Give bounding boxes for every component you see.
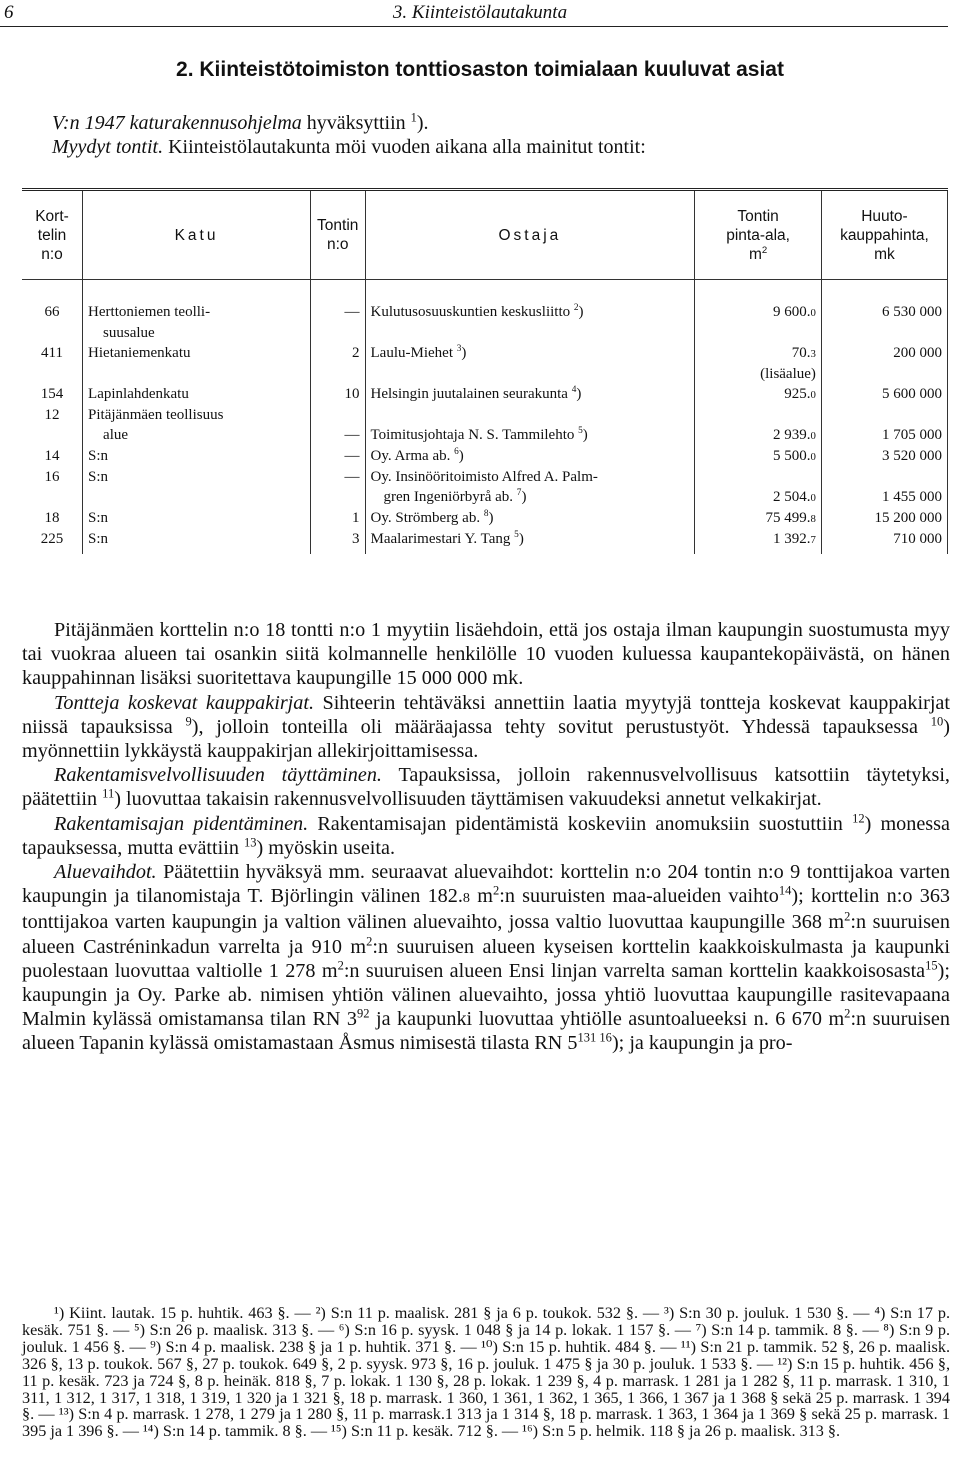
decimal-digit: 8 — [462, 890, 470, 907]
cell-pinta-ala: 2 504.0 — [695, 487, 822, 508]
paragraph-p5 — [22, 860, 950, 1056]
table-row — [22, 487, 948, 508]
table-row — [22, 343, 948, 364]
text-run: :n suuruisen alueen Ensi linjan varrelta saman korttelin kaakkoisosasta — [343, 959, 926, 982]
cell-kortteli: 66 — [44, 304, 60, 320]
cell-pinta-ala: 5 500.0 — [695, 446, 822, 467]
cell-ostaja: Kulutusosuuskuntien keskusliitto $^2$) — [365, 280, 695, 324]
cell-tontin-nro: — — [310, 280, 365, 324]
cell-katu: Lapinlahdenkatu — [83, 384, 311, 405]
intro-italic: V:n 1947 katurakennusohjelma — [52, 112, 302, 134]
cell-katu: suusalue — [83, 323, 311, 343]
footnotes — [22, 1305, 950, 1440]
cell-hinta: 200 000 — [821, 343, 947, 364]
footnote-ref: 2 — [844, 1006, 851, 1021]
cell-hinta: 1 455 000 — [821, 487, 947, 508]
text-run: ) monessa tapauksessa, mutta evättiin — [22, 812, 950, 859]
header-rule — [0, 26, 948, 27]
paragraph-p3 — [22, 763, 950, 811]
col-header-katu: Katu — [83, 190, 311, 280]
cell-hinta — [821, 405, 947, 425]
cell-pinta-ala: 1 392.7 — [695, 529, 822, 554]
table-row — [22, 529, 948, 554]
col-header-kortteli: Kort- telin n:o — [22, 190, 83, 280]
cell-katu: Hietaniemenkatu — [83, 343, 311, 364]
text-run: ); ja kaupungin ja pro- — [611, 1032, 793, 1055]
cell-ostaja — [365, 323, 695, 343]
cell-kortteli — [22, 487, 83, 508]
table-row — [22, 467, 948, 487]
cell-hinta: 5 600 000 — [821, 384, 947, 405]
footnote-ref: 5 — [514, 530, 519, 540]
cell-hinta: 6 530 000 — [821, 280, 947, 324]
text-run: ja kaupunki luovuttaa yhtiölle asuntoalueeksi n. 6 670 m — [369, 1008, 845, 1031]
text-run: m — [469, 885, 493, 908]
footnote-ref: 1 — [410, 110, 417, 125]
cell-tontin-nro — [310, 323, 365, 343]
footnote-ref: 12 — [852, 810, 865, 825]
footnote-ref: 2 — [844, 909, 851, 924]
cell-pinta-ala: 75 499.8 — [695, 508, 822, 529]
cell-hinta — [821, 364, 947, 384]
cell-ostaja: Maalarimestari Y. Tang $^5$) — [365, 529, 695, 554]
cell-ostaja: gren Ingeniörbyrå ab. $^7$) — [365, 487, 695, 508]
text-run: ) myönnettiin lykkäystä kauppakirjan allekirjoittamisessa. — [22, 715, 950, 763]
cell-kortteli: 154 — [40, 386, 64, 402]
cell-pinta-ala — [695, 467, 822, 487]
cell-katu — [83, 364, 311, 384]
cell-hinta — [821, 323, 947, 343]
cell-hinta: 3 520 000 — [821, 446, 947, 467]
text-run: :n suuruisten maa-alueiden vaihto — [499, 885, 779, 908]
cell-katu: S:n — [83, 467, 311, 487]
cell-hinta: 710 000 — [821, 529, 947, 554]
table-row — [22, 280, 948, 324]
running-title: 3. Kiinteistölautakunta — [392, 2, 568, 23]
text-run: Tapauksissa, jolloin rakennusvelvollisuus katsottiin täytetyksi, päätettiin — [22, 764, 950, 811]
footnote-ref: 14 — [778, 883, 792, 898]
body-text — [22, 618, 950, 1056]
decimal-digit: 0 — [810, 389, 816, 401]
cell-ostaja: Oy. Arma ab. $^6$) — [365, 446, 695, 467]
cell-tontin-nro — [310, 364, 365, 384]
col-header-tontin-nro: Tontin n:o — [310, 190, 365, 280]
intro-italic: Myydyt tontit. — [52, 136, 164, 158]
footnote-ref: 8 — [483, 509, 489, 519]
cell-pinta-ala: (lisäalue) — [695, 364, 822, 384]
table-row — [22, 364, 948, 384]
cell-pinta-ala — [695, 323, 822, 343]
decimal-digit: 0 — [810, 430, 816, 442]
cell-kortteli — [22, 425, 83, 446]
footnote-ref: 9 — [185, 714, 192, 729]
decimal-digit: 0 — [810, 492, 816, 504]
decimal-digit: 8 — [810, 513, 816, 525]
table-row — [22, 384, 948, 405]
table-row — [22, 323, 948, 343]
footnote-ref: 92 — [357, 1006, 370, 1021]
text-run: Sihteerin tehtäväksi annettiin laatia myytyjä tontteja koskevat kauppakirjat niissä tapauksissa — [22, 691, 950, 738]
footnote-ref: 5 — [578, 426, 583, 436]
cell-ostaja — [365, 364, 695, 384]
footnote-ref: 3 — [456, 344, 462, 354]
cell-kortteli: 18 — [44, 510, 60, 526]
cell-pinta-ala: 9 600.0 — [695, 280, 822, 324]
cell-katu: S:n — [83, 508, 311, 529]
cell-pinta-ala: 925.0 — [695, 384, 822, 405]
cell-hinta: 15 200 000 — [821, 508, 947, 529]
table-row — [22, 405, 948, 425]
intro-line-1: V:n 1947 katurakennusohjelma hyväksyttiin $^1$). — [52, 110, 429, 134]
cell-ostaja: Oy. Insinööritoimisto Alfred A. Palm- — [365, 467, 695, 487]
footnote-ref: 4 — [571, 385, 577, 395]
table-row — [22, 508, 948, 529]
italic-lead: Aluevaihdot. — [54, 861, 157, 884]
footnote-ref: 2 — [366, 933, 373, 948]
table-row — [22, 425, 948, 446]
text-run: ) luovuttaa takaisin rakennusvelvollisuuden täyttämisen vakuudeksi annetut velkakirjat. — [114, 788, 822, 811]
italic-lead: Rakentamisvelvollisuuden täyttäminen. — [54, 764, 382, 787]
text-run: :n suuruisen alueen Tapanin kylässä omistamastaan Åsmus nimisestä tilasta RN 5 — [22, 1008, 950, 1055]
cell-tontin-nro — [310, 487, 365, 508]
cell-tontin-nro: — — [310, 467, 365, 487]
footnote-ref: 6 — [454, 447, 459, 457]
section-heading: 2. Kiinteistötoimiston tonttiosaston toimialaan kuuluvat asiat — [176, 58, 784, 81]
cell-tontin-nro: 10 — [310, 384, 365, 405]
decimal-digit: 7 — [810, 534, 816, 546]
footnote-ref: 7 — [516, 488, 522, 498]
footnote-ref: 2 — [573, 303, 579, 313]
cell-kortteli: 16 — [44, 469, 60, 485]
cell-kortteli — [22, 364, 83, 384]
cell-tontin-nro — [310, 405, 365, 425]
cell-ostaja: Laulu-Miehet $^3$) — [365, 343, 695, 364]
cell-hinta: 1 705 000 — [821, 425, 947, 446]
text-run: ); korttelin n:o 363 tonttijakoa varten kaupungin ja valtion välinen aluevaihto, jossa valtio luovuttaa kaupungille 368 m — [22, 885, 951, 934]
cell-kortteli: 12 — [44, 407, 60, 423]
table-header-row — [22, 190, 948, 280]
cell-tontin-nro: 1 — [310, 508, 365, 529]
text-run: Rakentamisajan pidentämistä koskeviin anomuksiin suostuttiin — [308, 812, 853, 835]
col-header-ostaja: Ostaja — [365, 190, 695, 280]
decimal-digit: 0 — [810, 451, 816, 463]
cell-kortteli: 225 — [40, 531, 64, 547]
running-header — [0, 0, 960, 26]
cell-ostaja: Helsingin juutalainen seurakunta $^4$) — [365, 384, 695, 405]
footnote-text: ¹) Kiint. lautak. 15 p. huhtik. 463 §. — ²) S:n 11 p. maalisk. 281 § ja 6 p. toukok. 532 §. — ³) S:n 30 p. jouluk. 1 530 §. — ⁴) S:n 17 p. kesäk. 751 §. — ⁵) S:n 26 p. maalisk. 313 §. — ⁶) S:n 16 p. syysk. 1 048 § ja 14 p. lokak. 1 157 §. — ⁷) S:n 14 p. tammik. 8 §. — ⁸) S:n 9 p. jouluk. 1 456 §. — ⁹) S:n 4 p. maalisk. 238 § ja 1 p. huhtik. 371 §. — ¹⁰) S:n 15 p. huhtik. 484 §. — ¹¹) S:n 21 p. tammik. 52 §, 26 p. maalisk. 326 §, 13 p. toukok. 567 §, 27 p. toukok. 649 §, 2 p. syysk. 973 §, 16 p. jouluk. 1 475 § ja 30 p. jouluk. 1 533 §. — ¹²) S:n 15 p. huhtik. 456 §, 11 p. kesäk. 723 ja 724 §, 8 p. heinäk. 818 §, 7 p. lokak. 1 130 §, 28 p. lokak. 1 239 §, 4 p. marrask. 1 281 ja 1 282 §, 11 p. marrask. 1 310, 1 311, 1 312, 1 317, 1 318, 1 319, 1 320 ja 1 321 §, 18 p. marrask. 1 360, 1 361, 1 362, 1 365, 1 366, 1 367 ja 1 368 § sekä 25 p. marrask. 1 394 §. — ¹³) S:n 4 p. marrask. 1 278, 1 279 ja 1 280 §, 11 p. marrask.1 313 ja 1 314 §, 18 p. marrask. 1 363, 1 364 ja 1 369 § sekä 25 p. marrask. 1 395 ja 1 396 §. — ¹⁴) S:n 14 p. tammik. 8 §. — ¹⁵) S:n 11 p. kesäk. 712 §. — ¹⁶) S:n 5 p. helmik. 118 § ja 26 p. maalisk. 313 §. — [22, 1304, 950, 1441]
cell-pinta-ala: 70.3 — [695, 343, 822, 364]
cell-pinta-ala: 2 939.0 — [695, 425, 822, 446]
italic-lead: Rakentamisajan pidentäminen. — [54, 812, 309, 835]
footnote-ref: 10 — [930, 714, 944, 729]
text-run: ); kaupungin ja Oy. Parke ab. nimisen yhtiön välinen aluevaihto, jossa yhtiö luovuttaa kaupungille rasitevapaana Malmin kylässä omistamansa tilan RN 3 — [22, 959, 951, 1031]
text-run: :n suuruisen alueen Castréninkadun varrelta ja 910 m — [22, 911, 950, 958]
italic-lead: Tontteja koskevat kauppakirjat. — [54, 691, 315, 714]
paragraph-p4 — [22, 812, 950, 860]
text-run: ), jolloin tonteilla oli määräajassa tehty sovitut perustustyöt. Yhdessä tapauksessa — [191, 715, 931, 738]
cell-katu — [83, 487, 311, 508]
cell-ostaja: Toimitusjohtaja N. S. Tammilehto $^5$) — [365, 425, 695, 446]
cell-kortteli: 411 — [41, 345, 63, 361]
page-number: 6 — [4, 2, 14, 23]
cell-tontin-nro: — — [310, 425, 365, 446]
paragraph-p2 — [22, 691, 950, 764]
footnote-ref: 15 — [925, 958, 938, 973]
decimal-digit: 0 — [810, 307, 816, 319]
footnote-ref: 131 16 — [577, 1030, 612, 1045]
decimal-digit: 3 — [810, 348, 816, 360]
text-run: Pitäjänmäen korttelin n:o 18 tontti n:o 1 myytiin lisäehdoin, että jos ostaja ilman kaupungin suostumusta myy tai vuokraa alueen tai osankin siitä kolmannelle henkilölle 10 vuoden kuluessa kaupantekopäivästä, on hänen kauppahinnan lisäksi suoritettava kaupungille 15 000 000 mk. — [22, 619, 950, 690]
cell-katu: S:n — [83, 529, 311, 554]
text-run: Päätettiin hyväksyä mm. seuraavat aluevaihdot: korttelin n:o 204 tontin n:o 9 tonttijakoa varten kaupungin ja tilanomistaja T. Björlingin välinen 182. — [22, 861, 950, 908]
footnote-ref: 11 — [102, 786, 115, 801]
text-run: ) myöskin useita. — [256, 836, 396, 859]
cell-hinta — [821, 467, 947, 487]
footnote-ref: 2 — [492, 883, 500, 898]
cell-katu: Pitäjänmäen teollisuus — [83, 405, 311, 425]
cell-kortteli: 14 — [44, 448, 60, 464]
footnote-ref: 2 — [337, 958, 344, 973]
cell-tontin-nro: — — [310, 446, 365, 467]
cell-pinta-ala — [695, 405, 822, 425]
text-run: :n suuruisen alueen kyseisen korttelin kaakkoiskulmasta ja kaupunki puolestaan luovuttaa valtiolle 1 278 m — [22, 935, 950, 982]
cell-ostaja: Oy. Strömberg ab. $^8$) — [365, 508, 695, 529]
cell-katu: S:n — [83, 446, 311, 467]
cell-kortteli — [22, 323, 83, 343]
cell-katu: Herttoniemen teolli- — [83, 280, 311, 324]
sold-plots-table — [22, 188, 948, 554]
table-row — [22, 446, 948, 467]
cell-tontin-nro: 2 — [310, 343, 365, 364]
cell-ostaja — [365, 405, 695, 425]
cell-tontin-nro: 3 — [310, 529, 365, 554]
col-header-pinta-ala: Tontin pinta-ala, $m^2$ — [695, 190, 822, 280]
cell-katu: alue — [83, 425, 311, 446]
paragraph-p1 — [22, 618, 950, 691]
footnote-ref: 13 — [244, 835, 257, 850]
intro-line-2: Myydyt tontit. Kiinteistölautakunta möi vuoden aikana alla mainitut tontit: — [52, 136, 646, 158]
col-header-hinta: Huuto- kauppahinta, mk — [821, 190, 947, 280]
table-body — [22, 280, 948, 555]
